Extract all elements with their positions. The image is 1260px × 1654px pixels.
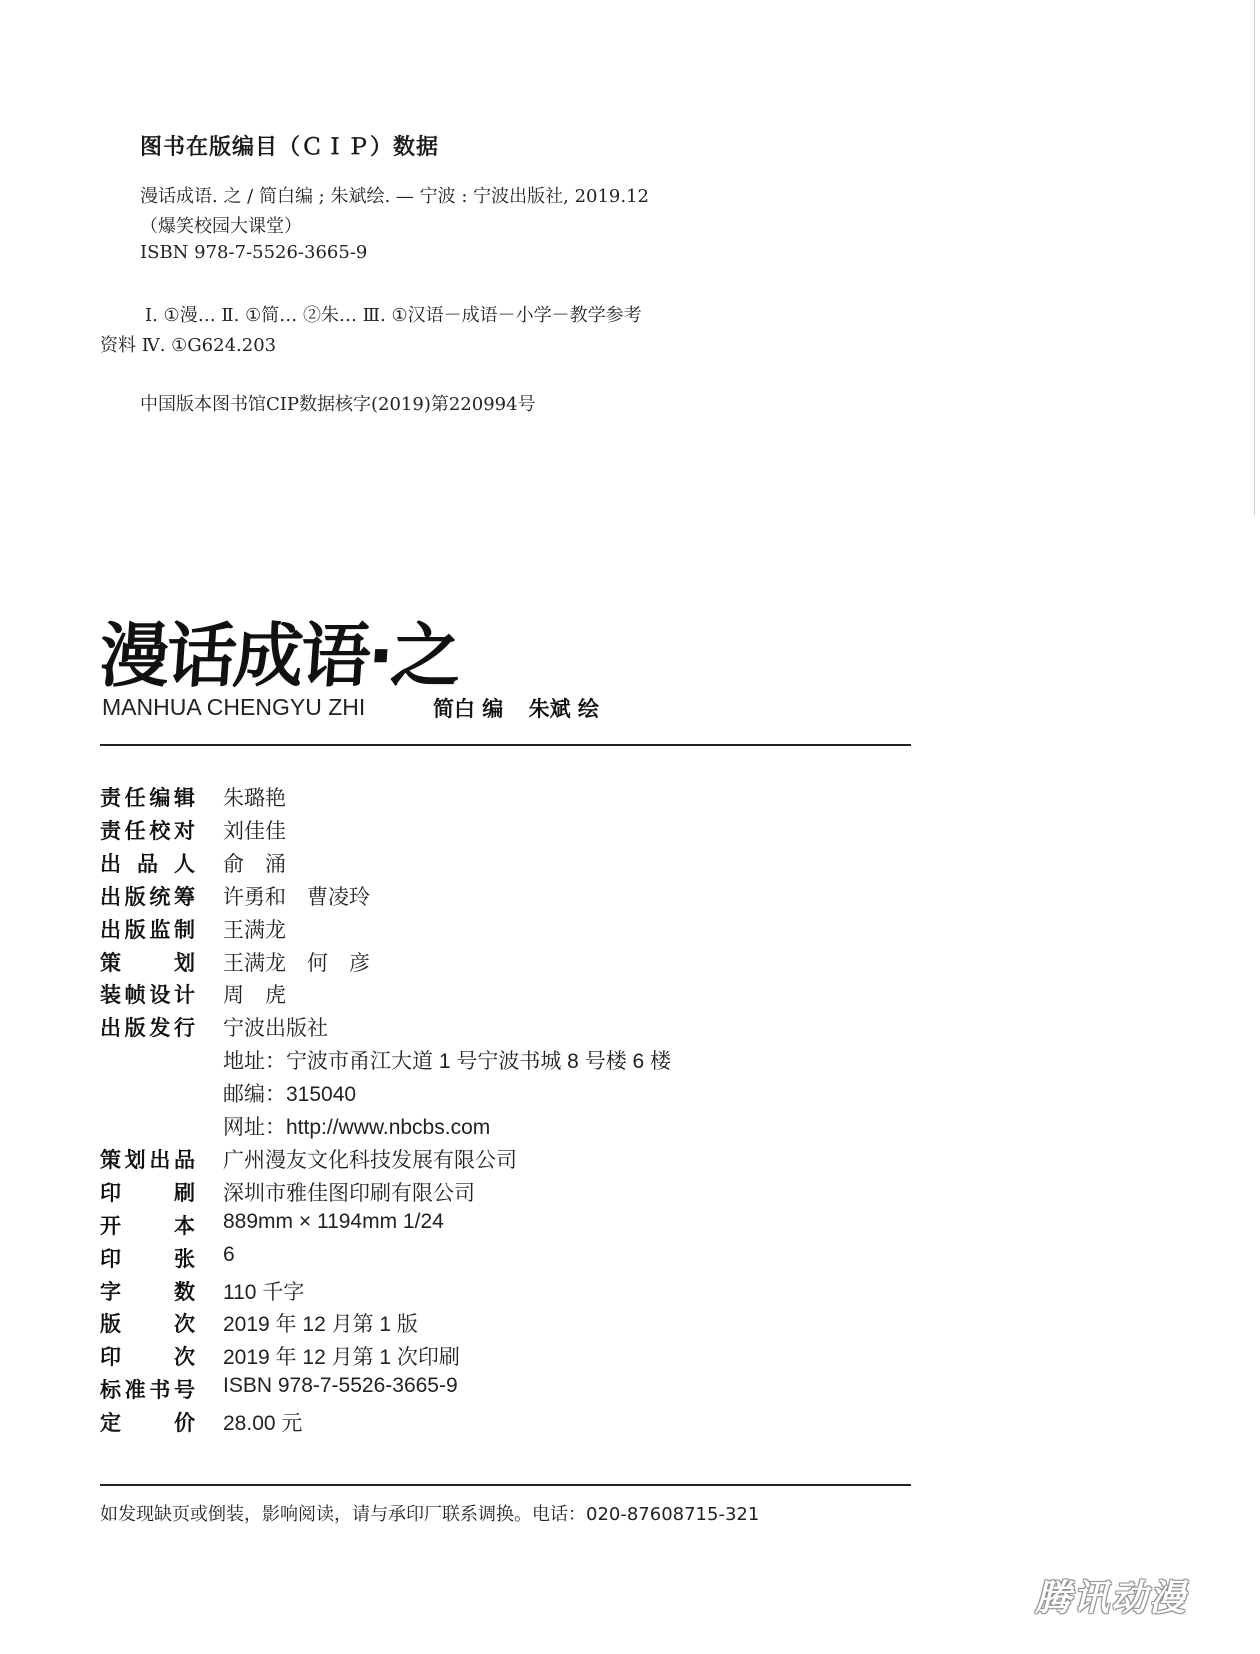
info-label-char: 责 (100, 818, 121, 843)
info-row (100, 979, 920, 1012)
info-label (100, 914, 195, 944)
info-row (100, 1045, 920, 1078)
info-label-char: 制 (173, 917, 195, 942)
divider-top (100, 744, 911, 746)
info-row (100, 1012, 920, 1045)
info-value: 2019 年 12 月第 1 次印刷 (223, 1346, 460, 1370)
info-row (100, 848, 920, 881)
book-credits (433, 693, 605, 723)
info-label-char: 筹 (173, 884, 195, 909)
info-label-char: 统 (149, 884, 171, 909)
misprint-notice: 如发现缺页或倒装，影响阅读，请与承印厂联系调换。电话：020-87608715-321 (100, 1504, 760, 1525)
info-label (100, 1374, 195, 1404)
info-label-char: 发 (149, 1016, 171, 1041)
info-row (100, 1374, 920, 1407)
info-label (100, 1308, 195, 1338)
info-label (100, 881, 195, 911)
info-label-char: 印 (100, 1246, 121, 1271)
info-label-char: 数 (174, 1279, 195, 1304)
info-label-char: 人 (174, 851, 195, 876)
info-label (100, 1341, 195, 1371)
cip-title-line: 漫话成语. 之 / 简白编 ; 朱斌绘. — 宁波 : 宁波出版社, 2019.12 (140, 186, 650, 207)
info-label-char: 监 (149, 917, 171, 942)
info-row (100, 881, 920, 914)
info-label (100, 979, 195, 1009)
author-credit: 简白 编 (433, 697, 504, 721)
info-label-char: 本 (174, 1213, 195, 1238)
info-value: 俞 涌 (223, 852, 286, 876)
page-edge-line (1254, 0, 1255, 515)
info-value: 王满龙 (223, 918, 286, 942)
info-row (100, 1078, 920, 1111)
info-label-char: 印 (100, 1180, 121, 1205)
info-label-char: 校 (149, 818, 171, 843)
info-label (100, 1407, 195, 1437)
info-label-char: 定 (100, 1411, 121, 1436)
watermark-logo: 腾讯动漫 (1035, 1578, 1188, 1619)
info-label-char: 任 (124, 786, 146, 810)
info-label (100, 815, 195, 845)
info-label-char: 策 (100, 950, 121, 975)
info-row (100, 1210, 920, 1243)
info-label-char: 划 (124, 1147, 146, 1172)
divider-bottom (100, 1484, 911, 1486)
info-value: 地址：宁波市甬江大道 1 号宁波书城 8 号楼 6 楼 (223, 1050, 672, 1074)
info-label (100, 1012, 195, 1042)
info-value: 6 (223, 1242, 235, 1266)
info-value: 宁波出版社 (223, 1017, 328, 1041)
cip-heading: 图书在版编目（ＣＩＰ）数据 (140, 135, 440, 160)
illustrator-credit: 朱斌 绘 (528, 697, 599, 721)
info-label-char: 对 (173, 818, 195, 843)
info-value: 周 虎 (223, 984, 286, 1008)
cip-isbn-line: ISBN 978-7-5526-3665-9 (140, 242, 368, 263)
cip-series-line: （爆笑校园大课堂） (140, 216, 302, 237)
info-row (100, 782, 920, 815)
info-label (100, 1177, 195, 1207)
info-label-char: 书 (149, 1378, 171, 1403)
info-label-char: 版 (124, 1016, 146, 1041)
info-value: ISBN 978-7-5526-3665-9 (223, 1374, 458, 1398)
info-label (100, 782, 195, 812)
cip-classification-line: Ⅰ. ①漫… Ⅱ. ①简… ②朱… Ⅲ. ①汉语－成语－小学－教学参考 (145, 305, 642, 326)
info-label (100, 1243, 195, 1273)
info-label-char: 号 (173, 1378, 195, 1403)
info-label-char: 字 (100, 1279, 121, 1304)
info-row (100, 1341, 920, 1374)
info-label-char: 版 (124, 884, 146, 909)
info-label-char: 次 (174, 1312, 195, 1337)
info-label-char: 编 (149, 786, 171, 810)
info-value: 2019 年 12 月第 1 版 (223, 1313, 418, 1337)
info-label-char: 策 (100, 1147, 121, 1172)
info-label-char: 出 (100, 884, 121, 909)
info-row (100, 914, 920, 947)
info-value: 许勇和 曹凌玲 (223, 885, 370, 909)
info-label-char: 出 (149, 1147, 171, 1172)
info-label-char: 品 (173, 1147, 195, 1172)
info-label-char: 计 (173, 983, 195, 1008)
info-label-char: 准 (124, 1378, 146, 1403)
info-row (100, 947, 920, 980)
info-label-char: 开 (100, 1213, 121, 1238)
book-title-pinyin: MANHUA CHENGYU ZHI (102, 694, 366, 720)
info-row (100, 1276, 920, 1309)
info-value: 110 千字 (223, 1280, 305, 1304)
info-value: 朱璐艳 (223, 787, 286, 810)
info-row (100, 1407, 920, 1440)
info-label-char: 划 (174, 950, 195, 975)
info-label-char: 价 (174, 1411, 195, 1436)
info-label-char: 帧 (124, 983, 146, 1008)
info-value: 889mm × 1194mm 1/24 (223, 1209, 444, 1233)
info-label-char: 设 (149, 983, 171, 1008)
info-value: 刘佳佳 (223, 819, 286, 843)
info-row (100, 1177, 920, 1210)
info-label-char: 次 (174, 1345, 195, 1370)
info-label (100, 947, 195, 977)
info-label-char: 版 (124, 917, 146, 942)
info-label-char: 行 (173, 1016, 195, 1041)
info-value: 王满龙 何 彦 (223, 951, 370, 975)
info-row (100, 815, 920, 848)
info-label-char: 品 (137, 851, 158, 876)
info-label-char: 出 (100, 1016, 121, 1041)
info-label-char: 任 (124, 818, 146, 843)
info-label (100, 1144, 195, 1174)
info-label-char: 出 (100, 851, 121, 876)
info-value: 网址：http://www.nbcbs.com (223, 1116, 491, 1139)
info-value: 广州漫友文化科技发展有限公司 (223, 1148, 517, 1172)
info-label-char: 出 (100, 917, 121, 942)
info-value: 邮编：315040 (223, 1083, 357, 1107)
info-label-char: 装 (100, 983, 121, 1008)
cip-record-number: 中国版本图书馆CIP数据核字(2019)第220994号 (140, 394, 536, 415)
info-label-char: 辑 (173, 786, 195, 810)
info-label-char: 印 (100, 1345, 121, 1370)
info-value: 28.00 元 (223, 1412, 303, 1436)
info-label-char: 张 (174, 1246, 195, 1271)
info-row (100, 1144, 920, 1177)
info-label-char: 刷 (174, 1180, 195, 1205)
info-value: 深圳市雅佳图印刷有限公司 (223, 1181, 475, 1205)
info-label-char: 版 (100, 1312, 121, 1337)
book-title: 漫话成语·之 (96, 615, 462, 697)
info-label (100, 848, 195, 878)
info-label-char: 标 (100, 1378, 121, 1403)
info-label (100, 1276, 195, 1306)
info-row (100, 1111, 920, 1144)
info-row (100, 1308, 920, 1341)
info-label (100, 1210, 195, 1240)
cip-classification-line-2: 资料 Ⅳ. ①G624.203 (100, 335, 277, 356)
info-row (100, 1243, 920, 1276)
info-label-char: 责 (100, 786, 121, 810)
